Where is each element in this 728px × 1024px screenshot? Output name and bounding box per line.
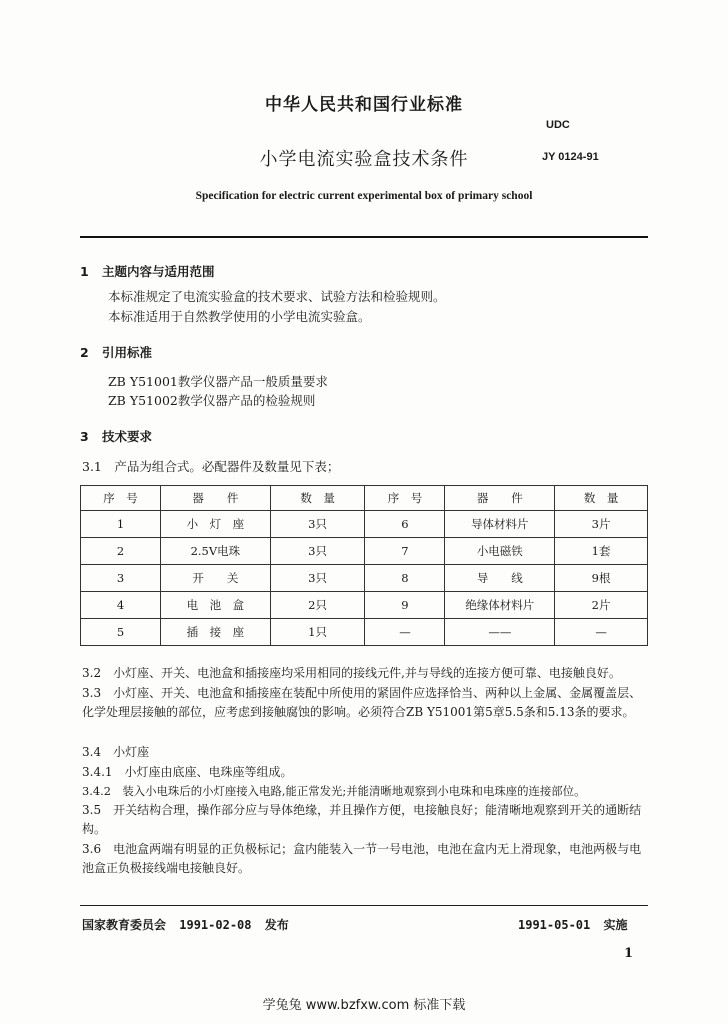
- effective-line: [518, 916, 628, 933]
- section-number: 3: [80, 429, 89, 444]
- footer-rule: [80, 905, 648, 906]
- table-header-row: [81, 486, 648, 511]
- table-row: [81, 538, 648, 565]
- table-cell: 插 接 座: [161, 619, 271, 646]
- table-cell: 2: [81, 538, 161, 565]
- table-cell: 开 关: [161, 565, 271, 592]
- table-cell: 导 线: [445, 565, 555, 592]
- page-number: 1: [624, 946, 634, 961]
- column-header: 序 号: [365, 486, 445, 511]
- section-title: 主题内容与适用范围: [102, 264, 215, 279]
- reference-item: ZB Y51002教学仪器产品的检验规则: [108, 393, 316, 408]
- table-row: [81, 565, 648, 592]
- column-header: 序 号: [81, 486, 161, 511]
- standard-number: JY 0124-91: [542, 151, 599, 163]
- issue-label: 发布: [264, 918, 289, 932]
- document-title: 小学电流实验盒技术条件: [259, 149, 469, 170]
- table-cell: 5: [81, 619, 161, 646]
- clause-3-4-1: 3.4.1 小灯座由底座、电珠座等组成。: [82, 765, 293, 779]
- parts-table: [80, 485, 648, 646]
- table-row: [81, 619, 648, 646]
- clause-3-2: 3.2 小灯座、开关、电池盒和插接座均采用相同的接线元件,并与导线的连接方便可靠、电接触良好。: [82, 666, 621, 680]
- table-cell: 小电磁铁: [445, 538, 555, 565]
- watermark: 学兔兔 www.bzfxw.com 标准下载: [262, 998, 466, 1013]
- issue-date: 1991-02-08: [179, 918, 252, 932]
- table-cell: 3片: [555, 511, 648, 538]
- table-cell: 3只: [270, 511, 365, 538]
- clause-3-6: 3.6 电池盒两端有明显的正负极标记；盒内能装入一节一号电池，电池在盒内无上滑现象，电池两极与电池盒正负极接线端电接触良好。: [82, 842, 642, 875]
- table-cell: 8: [365, 565, 445, 592]
- section-3-heading: [80, 427, 152, 445]
- table-cell: 2.5V电珠: [161, 538, 271, 565]
- table-cell: 1: [81, 511, 161, 538]
- table-cell: 4: [81, 592, 161, 619]
- table-cell: 7: [365, 538, 445, 565]
- section-2-heading: [80, 343, 152, 361]
- table-cell: ——: [445, 619, 555, 646]
- table-cell: 导体材料片: [445, 511, 555, 538]
- clause-3-4: 3.4 小灯座: [82, 745, 150, 759]
- paragraph: 本标准规定了电流实验盒的技术要求、试验方法和检验规则。: [108, 289, 446, 304]
- table-cell: 1只: [270, 619, 365, 646]
- table-cell: 小 灯 座: [161, 511, 271, 538]
- table-cell: 9根: [555, 565, 648, 592]
- table-cell: 3只: [270, 565, 365, 592]
- clause-3-4-2: 3.4.2 装入小电珠后的小灯座接入电路,能正常发光;并能清晰地观察到小电珠和电珠座的连接部位。: [82, 784, 586, 798]
- clause-3-5: 3.5 开关结构合理，操作部分应与导体绝缘，并且操作方便，电接触良好；能清晰地观察到开关的通断结构。: [82, 803, 642, 836]
- section-number: 2: [80, 345, 89, 360]
- issue-line: [82, 916, 289, 933]
- table-cell: 1套: [555, 538, 648, 565]
- english-title: Specification for electric current experimental box of primary school: [195, 190, 533, 202]
- udc-label: UDC: [546, 119, 570, 131]
- header-rule: [80, 236, 648, 238]
- org-title: 中华人民共和国行业标准: [265, 95, 463, 115]
- column-header: 数 量: [555, 486, 648, 511]
- table-row: [81, 592, 648, 619]
- effective-label: 实施: [603, 918, 628, 932]
- section-1-heading: [80, 262, 215, 280]
- column-header: 器 件: [161, 486, 271, 511]
- clause-3-3: 3.3 小灯座、开关、电池盒和插接座在装配中所使用的紧固件应选择恰当、两种以上金属、金属覆盖层、化学处理层接触的部位，应考虑到接触腐蚀的影响。必须符合ZB Y51001第5章5.5条和5.13条的要求。: [82, 686, 642, 719]
- paragraph: 本标准适用于自然教学使用的小学电流实验盒。: [108, 309, 371, 324]
- reference-item: ZB Y51001教学仪器产品一般质量要求: [108, 374, 328, 389]
- section-title: 技术要求: [102, 429, 153, 444]
- table-cell: 电 池 盒: [161, 592, 271, 619]
- table-cell: 绝缘体材料片: [445, 592, 555, 619]
- effective-date: 1991-05-01: [518, 918, 591, 932]
- section-title: 引用标准: [102, 345, 153, 360]
- clause-3-1: 3.1 产品为组合式。必配器件及数量见下表；: [82, 459, 340, 474]
- issuer: 国家教育委员会: [82, 918, 167, 932]
- table-cell: —: [365, 619, 445, 646]
- table-cell: 6: [365, 511, 445, 538]
- table-cell: 9: [365, 592, 445, 619]
- section-number: 1: [80, 264, 89, 279]
- column-header: 数 量: [270, 486, 365, 511]
- table-cell: 3: [81, 565, 161, 592]
- table-cell: 3只: [270, 538, 365, 565]
- table-cell: 2片: [555, 592, 648, 619]
- table-cell: 2只: [270, 592, 365, 619]
- column-header: 器 件: [445, 486, 555, 511]
- table-cell: —: [555, 619, 648, 646]
- table-row: [81, 511, 648, 538]
